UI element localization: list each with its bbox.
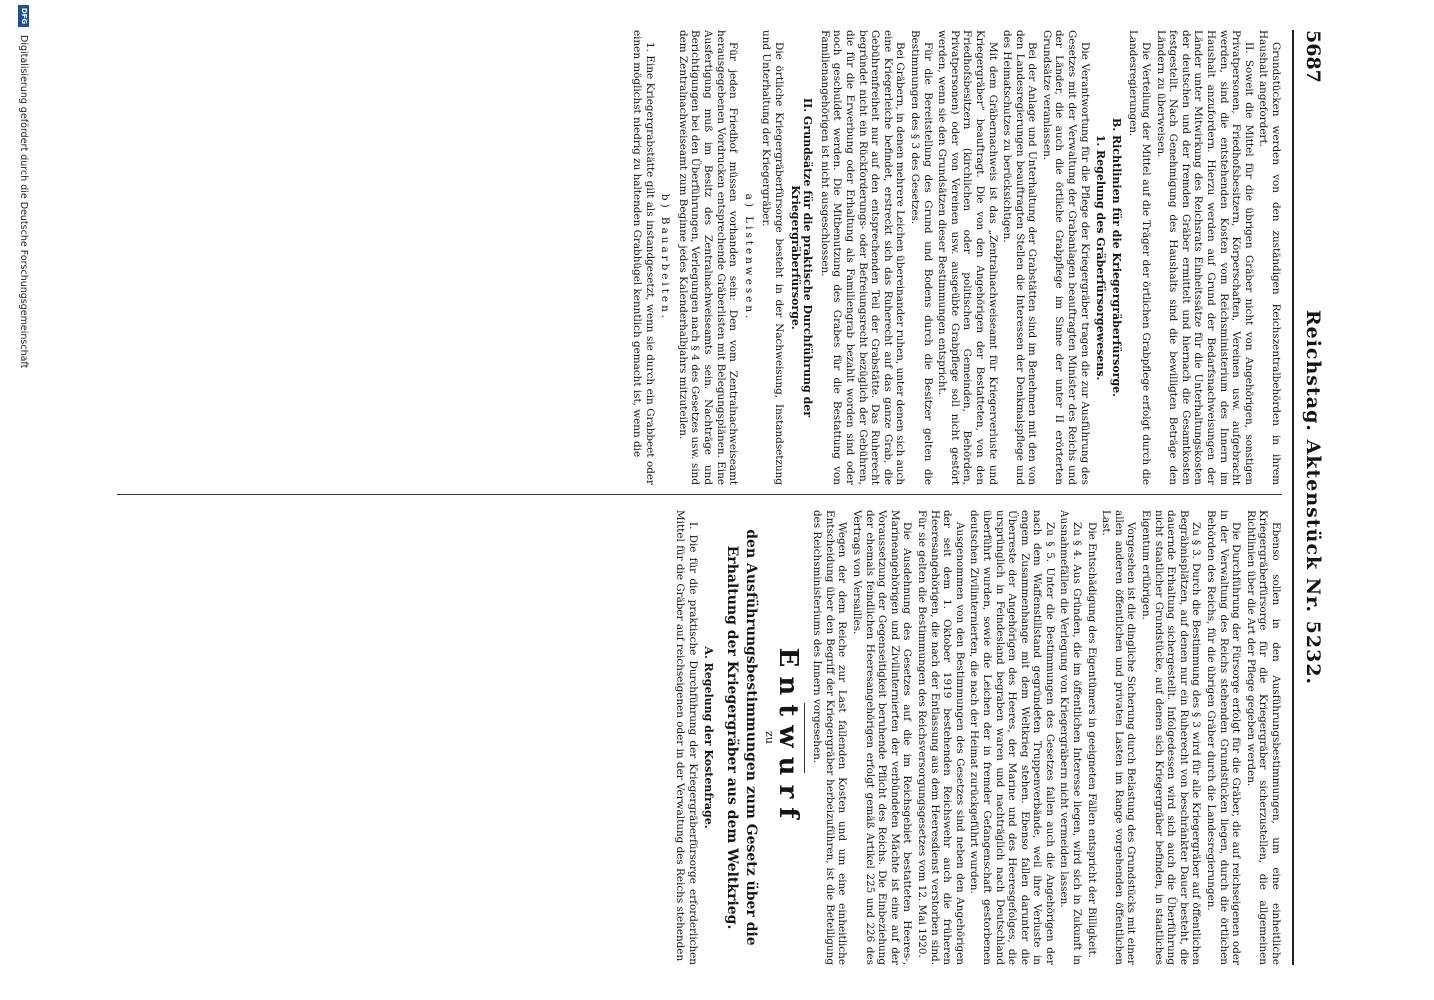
paragraph: Die örtliche Kriegergräberfürsorge besteht in der Nachweisung, Instandsetzung und Unterhaltung der Kriegergräber. bbox=[760, 30, 786, 485]
footer-text: Digitalisierung gefördert durch die Deutsche Forschungsgemeinschaft bbox=[18, 35, 29, 369]
draft-zu: zu bbox=[763, 731, 777, 744]
paragraph: Zu § 3. Durch die Bestimmung des § 3 wird für alle Kriegergräber auf öffentlichen Begräbnisplätzen, auf denen nur ein Ruherecht von beschränkter Dauer besteht, die dauernde Erhaltung sichergestellt. Infolgedessen wird sich auch die Überführung nicht staatlicher Grundstücke, auf denen sich Kriegergräber befinden, in staatliches Eigentum erübrigen. bbox=[1140, 510, 1203, 965]
paragraph: Für die Bereitstellung des Grund und Bodens durch die Besitzer gelten die Bestimmungen des § 3 des Gesetzes. bbox=[908, 30, 934, 485]
paragraph: Bei der Anlage und Unterhaltung der Grabstätten sind im Benehmen mit den von den Landesregierungen beauftragten Stellen die Interessen der Denkmalspflege und des Heimatschutzes zu berücksichtigen. bbox=[1001, 30, 1039, 485]
page-title: Reichstag. Aktenstück Nr. 5232. bbox=[1302, 309, 1324, 686]
section-heading-ii: II. Grundsätze für die praktische Durchführung der Kriegergräberfürsorge. bbox=[788, 97, 815, 418]
paragraph: Die Verteilung der Mittel auf die Träger der örtlichen Grabpflege erfolgt durch die Landesregierungen. bbox=[1127, 30, 1153, 485]
section-rule bbox=[804, 703, 805, 773]
paragraph: Bei Gräbern, in denen mehrere Leichen übereinander ruhen, unter denen sich auch eine Kriegerleiche befindet, erstreckt sich das Ruherecht auf das ganze Grab, die Gebührenfreiheit nur auf den entsprechenden Teil der Grabstätte. Das Ruherecht begründet nicht ein Rückforderungs- oder Befreiungsrecht bezüglich der Gebühren, die für die Erwerbung oder Erhaltung als Familiengrab bezahlt worden sind oder noch geschuldet werden. Die Mitbenutzung des Grabes für die Bestattung von Familienangehörigen ist nicht ausgeschlossen. bbox=[818, 30, 907, 485]
paragraph: 1. Eine Kriegergrabstätte gilt als instandgesetzt, wenn sie durch ein Grabbeet oder einen möglichst niedrig zu haltenden Grabhügel kenntlich gemacht ist, wenn die bbox=[631, 30, 656, 485]
subsection-heading-b: b) Bauarbeiten. bbox=[659, 193, 672, 322]
paragraph: Für jeden Friedhof müssen vorhanden sein: Den vom Zentralnachweiseamt herausgegebenen Vordrucken entsprechende Gräberlisten mit Belegungsplänen. Eine Ausfertigung muß im Besitz des Zentralnachweiseamts sein. Nachträge und Berichtigungen bei den Überführungen, Verlegungen nach § 4 des Gesetzes usw. sind dem Zentralnachweiseamt zum Beginne jedes Kalenderhalbjahrs mitzuteilen. bbox=[676, 30, 740, 485]
subsection-heading-a: a) Listenwesen. bbox=[742, 193, 755, 322]
draft-heading: Entwurf bbox=[772, 647, 803, 828]
page-number: 5687 bbox=[1302, 30, 1324, 83]
draft-title: den Ausführungsbestimmungen zum Gesetz über die Erhaltung der Kriegergräber aus dem Weltkrieg. bbox=[724, 529, 760, 946]
paragraph: Zu § 4. Aus Gründen, die im öffentlichen Interesse liegen, wird sich in Zukunft in Ausnahmefällen die Verlegung von Kriegergräbern nicht vermeiden lassen. bbox=[1058, 510, 1084, 965]
paragraph: II. Soweit die Mittel für die übrigen Gräber nicht von Angehörigen, sonstigen Privatpersonen, Friedhofsbesitzern, Körperschaften, Vereinen usw. aufgebracht werden, sind die entstehenden Kosten vom Reichsministerium des Innern im Haushalt anzufordern. Hierzu werden auf Grund der Bedarfsnachweisungen der Länder unter Mitwirkung des Reichsrats Einheitssätze für die Unterhaltungskosten der deutschen und der fremden Gräber ermittelt und hiernach die Gesamtkosten festgestellt. Nach Genehmigung des Haushalts sind die bewilligten Beträge den Ländern zu überweisen. bbox=[1154, 30, 1255, 485]
left-column bbox=[117, 30, 1282, 485]
header-rule bbox=[1292, 30, 1294, 965]
column-divider bbox=[117, 494, 1282, 495]
paragraph: Die Durchführung der Fürsorge erfolgt für die Gräber, die auf reichseigenen oder in der Verwaltung des Reichs stehenden Grundstücken liegen, durch die örtlichen Behörden des Reichs, für die übrigen Gräber durch die Landesregierungen. bbox=[1205, 510, 1243, 965]
paragraph: Vorgesehen ist die dingliche Sicherung durch Belastung des Grundstücks mit einer allen anderen öffentlichen und privaten Lasten im Range vorgehenden öffentlichen Last. bbox=[1100, 510, 1138, 965]
paragraph: Die Verantwortung für die Pflege der Kriegergräber tragen die zur Ausführung des Gesetzes mit der Verwaltung der Grabanlagen beauftragten Minister des Reichs und der Länder, die auch die örtliche Grabpflege im Sinne der unter II erörterten Grundsätze veranlassen. bbox=[1040, 30, 1091, 485]
paragraph: Mit dem Gräbernachweis ist das „Zentralnachweiseamt für Kriegerverluste und Kriegergräber“ beauftragt. Die von den Angehörigen der Bestatteten, von den Friedhofsbesitzern (kirchlichen oder politischen Gemeinden, Behörden, Privatpersonen) oder von Vereinen usw. ausgeübte Grabpflege soll nicht gestört werden, wenn sie den Grundsätzen dieser Bestimmungen entspricht. bbox=[936, 30, 999, 485]
paragraph: Grundstücken werden von den zuständigen Reichszentralbehörden in ihrem Haushalt angefordert. bbox=[1257, 30, 1282, 485]
paragraph: Ebenso sollen in den Ausführungsbestimmungen, um eine einheitliche Kriegergräberfürsorge für die Kriegergräber sicherzustellen, die allgemeinen Richtlinien über die Art der Pflege gegeben werden. bbox=[1244, 510, 1282, 965]
paragraph: Wegen der dem Reiche zur Last fallenden Kosten und um eine einheitliche Entscheidung über den Begriff der Kriegergräber herbeizuführen, ist die Beteiligung des Reichsministeriums des Innern vorgesehen. bbox=[811, 510, 849, 965]
dfg-logo-icon: DFG bbox=[18, 5, 29, 27]
paragraph: I. Die für die praktische Durchführung der Kriegergräberfürsorge erforderlichen Mittel für die Gräber auf reichseigenen oder in der Verwaltung des Reichs stehenden bbox=[674, 510, 699, 965]
subsection-heading-1: 1. Regelung des Gräberfürsorgewesens. bbox=[1094, 134, 1108, 381]
digitization-footer bbox=[11, 5, 29, 995]
right-column bbox=[117, 510, 1282, 965]
paragraph: Ausgenommen von den Bestimmungen des Gesetzes sind neben den Angehörigen der seit dem 1. Oktober 1919 bestehenden Reichswehr auch die früheren Heeresangehörigen, die nach der Entlassung aus dem Heeresdienst verstorben sind. Für sie gelten die Bestimmungen des Reichsversorgungsgesetzes vom 12. Mai 1920. bbox=[915, 510, 966, 965]
section-heading-a: A. Regelung der Kostenfrage. bbox=[702, 646, 716, 829]
paragraph: Die Entschädigung des Eigentümers in geeigneten Fällen entspricht der Billigkeit. bbox=[1085, 522, 1098, 958]
section-heading-b: B. Richtlinien für die Kriegergräberfürsorge. bbox=[1109, 118, 1123, 397]
paragraph: Die Ausdehnung des Gesetzes auf die im Reichsgebiet bestatteten Heeres-, Marineangehörigen und Zivilinternierten der verbündeten Mächte ist eine auf der Voraussetzung der Gegenseitigkeit beruhende Pflicht des Reichs. Die Einbeziehung der ehemals feindlichen Heeresangehörigen erfolgt gemäß Artikel 225 und 226 des Vertrags von Versailles. bbox=[851, 510, 914, 965]
paragraph: Zu § 5. Unter die Bestimmungen des Gesetzes fallen auch die Angehörigen der nach dem Waffenstillstand gegründeten Truppenverbände, weil ihre Verluste in engem Zusammenhange mit dem Weltkrieg stehen. Ebenso fallen darunter die Überreste der Angehörigen des Heeres, der Marine und des Heeresgefolges, die ursprünglich in Feindesland begraben waren und nachträglich nach Deutschland überführt wurden, sowie die Leichen der in fremder Gefangenschaft gestorbenen deutschen Zivilinternierten, die nach der Heimat zurückgeführt wurden. bbox=[968, 510, 1056, 965]
